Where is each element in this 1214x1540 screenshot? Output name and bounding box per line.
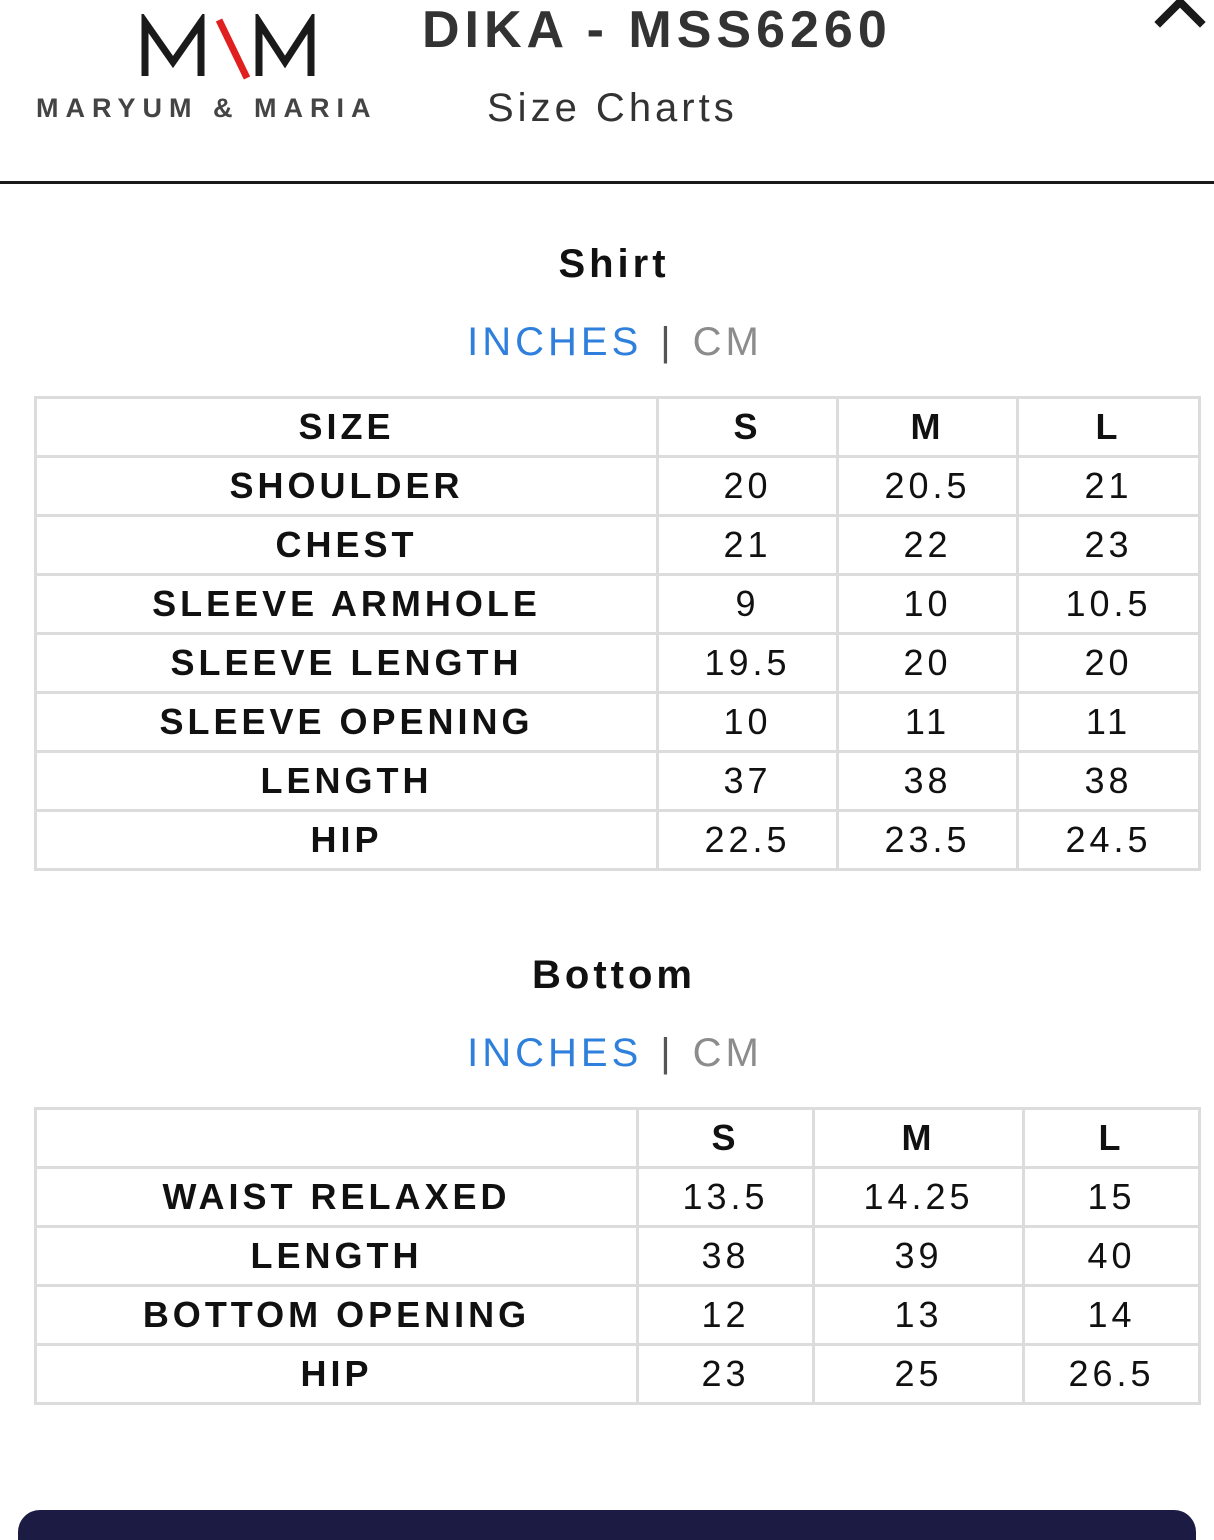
shirt-unit-toggle — [0, 318, 1214, 366]
table-cell: 38 — [1018, 752, 1200, 811]
table-header-row — [36, 1109, 1200, 1168]
table-cell: 13.5 — [638, 1168, 814, 1227]
table-cell: 25 — [814, 1345, 1024, 1404]
table-cell: 21 — [1018, 457, 1200, 516]
brand-logo — [36, 8, 408, 128]
table-header-cell: S — [638, 1109, 814, 1168]
product-title: DIKA - MSS6260 — [422, 1, 892, 59]
bottom-unit-cm-tab[interactable]: CM — [692, 1031, 763, 1075]
shirt-unit-cm-tab[interactable]: CM — [692, 320, 763, 364]
table-cell: 23 — [1018, 516, 1200, 575]
row-label: SLEEVE LENGTH — [36, 634, 658, 693]
table-row — [36, 1227, 1200, 1286]
table-cell: 10 — [838, 575, 1018, 634]
table-cell: 11 — [838, 693, 1018, 752]
table-cell: 23.5 — [838, 811, 1018, 870]
table-cell: 13 — [814, 1286, 1024, 1345]
table-row — [36, 752, 1200, 811]
table-cell: 20 — [1018, 634, 1200, 693]
table-header-cell: L — [1018, 398, 1200, 457]
table-cell: 15 — [1024, 1168, 1200, 1227]
table-header-cell: SIZE — [36, 398, 658, 457]
table-cell: 14 — [1024, 1286, 1200, 1345]
row-label: HIP — [36, 1345, 638, 1404]
row-label: SHOULDER — [36, 457, 658, 516]
page-subtitle: Size Charts — [487, 86, 738, 130]
row-label: HIP — [36, 811, 658, 870]
brand-monogram-icon — [139, 14, 319, 84]
table-header-cell — [36, 1109, 638, 1168]
table-row — [36, 457, 1200, 516]
table-cell: 22.5 — [658, 811, 838, 870]
table-cell: 12 — [638, 1286, 814, 1345]
table-cell: 20 — [658, 457, 838, 516]
unit-separator: | — [660, 1031, 671, 1075]
table-cell: 38 — [838, 752, 1018, 811]
table-cell: 23 — [638, 1345, 814, 1404]
row-label: WAIST RELAXED — [36, 1168, 638, 1227]
table-header-cell: L — [1024, 1109, 1200, 1168]
row-label: LENGTH — [36, 752, 658, 811]
bottom-unit-toggle — [0, 1029, 1214, 1077]
table-header-row — [36, 398, 1200, 457]
table-cell: 24.5 — [1018, 811, 1200, 870]
table-row — [36, 575, 1200, 634]
table-row — [36, 811, 1200, 870]
brand-name: MARYUM & MARIA — [36, 93, 378, 123]
chevron-up-icon — [1152, 0, 1208, 32]
row-label: SLEEVE ARMHOLE — [36, 575, 658, 634]
bottom-unit-inches-tab[interactable]: INCHES — [467, 1031, 643, 1075]
table-row — [36, 693, 1200, 752]
table-cell: 14.25 — [814, 1168, 1024, 1227]
table-cell: 20 — [838, 634, 1018, 693]
table-row — [36, 516, 1200, 575]
row-label: BOTTOM OPENING — [36, 1286, 638, 1345]
table-cell: 38 — [638, 1227, 814, 1286]
table-cell: 10 — [658, 693, 838, 752]
bottom-section-title: Bottom — [532, 953, 696, 997]
shirt-size-table — [34, 396, 1201, 871]
table-row — [36, 1168, 1200, 1227]
table-header-cell: M — [814, 1109, 1024, 1168]
table-cell: 10.5 — [1018, 575, 1200, 634]
table-header-cell: S — [658, 398, 838, 457]
bottom-navigation-bar — [18, 1510, 1196, 1540]
table-cell: 40 — [1024, 1227, 1200, 1286]
table-cell: 11 — [1018, 693, 1200, 752]
table-row — [36, 634, 1200, 693]
table-header-cell: M — [838, 398, 1018, 457]
table-cell: 21 — [658, 516, 838, 575]
shirt-unit-inches-tab[interactable]: INCHES — [467, 320, 643, 364]
close-button[interactable] — [1152, 0, 1208, 32]
table-cell: 9 — [658, 575, 838, 634]
table-row — [36, 1345, 1200, 1404]
table-cell: 20.5 — [838, 457, 1018, 516]
bottom-size-table — [34, 1107, 1201, 1405]
row-label: SLEEVE OPENING — [36, 693, 658, 752]
unit-separator: | — [660, 320, 671, 364]
row-label: LENGTH — [36, 1227, 638, 1286]
table-cell: 26.5 — [1024, 1345, 1200, 1404]
brand-logo-mark — [139, 14, 319, 84]
shirt-section-title: Shirt — [558, 242, 670, 286]
table-cell: 37 — [658, 752, 838, 811]
table-row — [36, 1286, 1200, 1345]
table-cell: 19.5 — [658, 634, 838, 693]
row-label: CHEST — [36, 516, 658, 575]
table-cell: 22 — [838, 516, 1018, 575]
size-chart-header — [0, 0, 1214, 184]
table-cell: 39 — [814, 1227, 1024, 1286]
